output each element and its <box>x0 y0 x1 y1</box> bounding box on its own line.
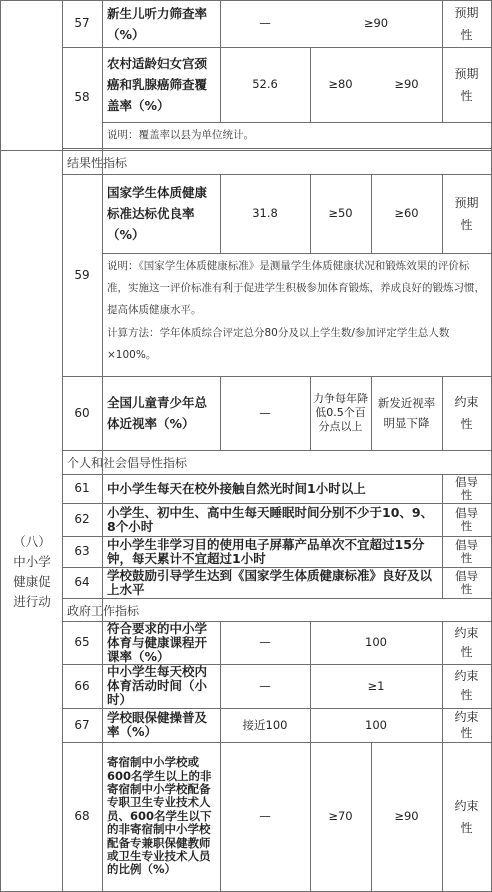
indicator-name: 农村适龄妇女宫颈癌和乳腺癌筛查覆盖率（%） <box>107 56 208 113</box>
baseline-value: — <box>259 635 271 649</box>
baseline-value: 31.8 <box>252 206 278 220</box>
baseline-value: — <box>259 16 271 30</box>
row-number: 58 <box>74 90 90 104</box>
indicator-attribute: 约束性 <box>454 669 479 702</box>
target-value: 100 <box>365 635 387 649</box>
target-2022-value: ≥50 <box>328 206 353 220</box>
target-2030-value: ≥90 <box>394 77 419 91</box>
indicator-note: 说明：《国家学生体质健康标准》是测量学生体质健康状况和锻炼效果的评价标准，实施这一评价标准有利于促进学生积极参加体育锻炼，养成良好的锻炼习惯，提高体质健康水平。 <box>107 260 485 316</box>
indicator-name: 学校鼓励引导学生达到《国家学生体质健康标准》良好及以上水平 <box>107 567 433 597</box>
indicator-name: 中小学生每天在校外接触自然光时间1小时以上 <box>107 480 366 496</box>
indicator-name: 小学生、初中生、高中生每天睡眠时间分别不少于10、9、8个小时 <box>107 504 434 534</box>
indicator-note: 说明：覆盖率以县为单位统计。 <box>107 129 254 141</box>
row-number: 60 <box>74 405 90 420</box>
target-2022-value: ≥70 <box>328 809 353 823</box>
indicator-attribute: 约束性 <box>454 625 479 659</box>
row-number: 63 <box>74 544 90 558</box>
target-value: 100 <box>365 717 387 732</box>
baseline-value: 52.6 <box>252 77 278 91</box>
indicator-attribute: 倡导性 <box>455 537 478 565</box>
baseline-value: — <box>259 678 271 693</box>
section-header-government: 政府工作指标 <box>67 603 140 618</box>
baseline-value: 接近100 <box>242 717 288 732</box>
row-number: 57 <box>74 16 90 30</box>
row-number: 67 <box>74 717 90 732</box>
row-number: 59 <box>74 267 90 282</box>
indicator-attribute: 预期性 <box>454 195 479 232</box>
target-2030-value: ≥60 <box>394 206 419 220</box>
category-label: （八）中小学健康促进行动 <box>13 534 51 609</box>
indicator-name: 学校眼保健操普及率（%） <box>107 710 208 739</box>
indicator-attribute: 预期性 <box>454 5 479 42</box>
indicator-name: 全国儿童青少年总体近视率（%） <box>107 395 208 431</box>
row-number: 66 <box>74 678 90 693</box>
target-value: ≥1 <box>367 678 385 693</box>
indicator-name: 中小学生每天校内体育活动时间（小时） <box>107 664 208 707</box>
target-2030-value: ≥90 <box>394 809 419 823</box>
baseline-value: — <box>259 405 271 420</box>
indicator-attribute: 约束性 <box>454 710 479 740</box>
indicator-attribute: 约束性 <box>454 395 479 431</box>
target-2022-value: 力争每年降低0.5个百分点以上 <box>313 392 368 433</box>
section-header-advocacy: 个人和社会倡导性指标 <box>67 456 188 470</box>
indicator-name: 新生儿听力筛查率（%） <box>107 5 208 42</box>
indicator-attribute: 预期性 <box>454 66 479 103</box>
indicator-name: 国家学生体质健康标准达标优良率（%） <box>107 185 208 242</box>
indicator-attribute: 倡导性 <box>455 474 478 502</box>
row-number: 61 <box>74 481 90 495</box>
row-number: 64 <box>74 575 90 589</box>
baseline-value: — <box>259 809 271 823</box>
indicator-formula: 计算方法：学年体质综合评定总分80分及以上学生数/参加评定学生总人数×100%。 <box>107 327 450 361</box>
target-2030-value: 新发近视率明显下降 <box>377 396 436 430</box>
row-number: 68 <box>74 809 90 823</box>
row-number: 62 <box>74 512 90 526</box>
indicator-attribute: 约束性 <box>454 798 479 835</box>
target-2022-value: ≥80 <box>328 77 353 91</box>
indicator-attribute: 倡导性 <box>455 505 478 533</box>
indicator-name: 符合要求的中小学体育与健康课程开课率（%） <box>107 620 208 664</box>
indicator-name: 寄宿制中小学校或600名学生以上的非寄宿制中小学校配备专职卫生专业技术人员、600名学生以下的非寄宿制中小学校配备专兼职保健教师或卫生专业技术人员的比例（%） <box>107 755 212 877</box>
target-value: ≥90 <box>363 16 389 30</box>
row-number: 65 <box>74 635 90 649</box>
indicator-name: 中小学生非学习目的使用电子屏幕产品单次不宜超过15分钟，每天累计不宜超过1小时 <box>107 536 425 566</box>
indicator-attribute: 倡导性 <box>455 568 478 596</box>
section-header-results: 结果性指标 <box>67 156 128 170</box>
